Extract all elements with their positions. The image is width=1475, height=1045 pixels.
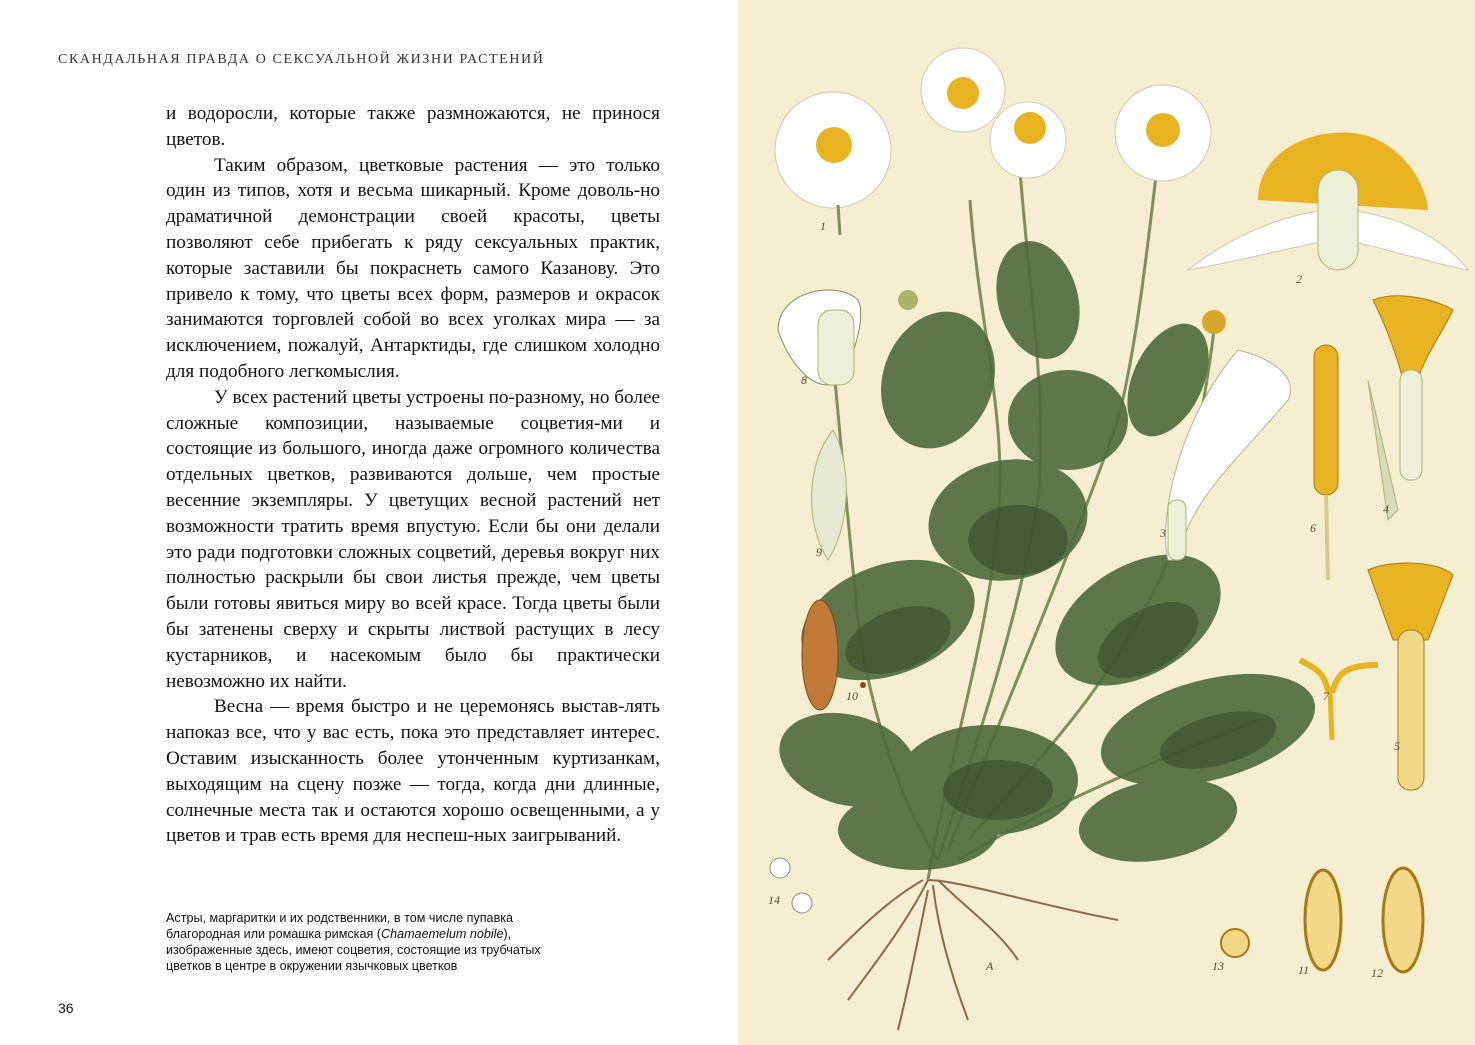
figure-label: 8 — [801, 373, 807, 387]
figure-label: 9 — [816, 545, 822, 559]
detail-tubular-floret — [1368, 296, 1453, 520]
detail-receptacle — [778, 290, 861, 385]
figure-label: 12 — [1371, 966, 1383, 980]
figure-label: 5 — [1394, 739, 1400, 753]
caption-text: Астры, маргаритки и их родственники, в том числе пупавка благородная или ромашка римская ( — [166, 911, 514, 941]
body-text — [166, 101, 660, 849]
detail-bract — [812, 430, 847, 560]
figure-label: 13 — [1212, 959, 1224, 973]
paragraph: Весна — время быстро и не церемонясь выстав-лять напоказ все, что у вас есть, пока это представляет интерес. Оставим изысканность более утонченным куртизанкам, выходящим на сцену позже — тогда, когда дни длинные, солнечные места так и остаются хорошо освещенными, а у цветов и трав есть время для неспеш-ных заигрываний. — [166, 696, 660, 847]
figure-label: 2 — [1296, 272, 1302, 286]
page-number: 36 — [58, 1000, 74, 1016]
figure-label: 3 — [1160, 526, 1166, 540]
figure-label: 6 — [1310, 521, 1316, 535]
flower-head-top-right — [1115, 85, 1211, 181]
botanical-illustration — [738, 0, 1475, 1045]
detail-sectioned-floret — [1368, 563, 1453, 790]
chamomile-plate — [738, 0, 1475, 1045]
figure-label: 11 — [1298, 963, 1310, 977]
figure-caption — [166, 910, 586, 974]
detail-stamen — [1314, 345, 1338, 580]
flower-head-center — [990, 102, 1066, 178]
running-header: СКАНДАЛЬНАЯ ПРАВДА О СЕКСУАЛЬНОЙ ЖИЗНИ РАСТЕНИЙ — [58, 52, 545, 67]
flower-head-top-left — [921, 48, 1005, 132]
figure-label: 1 — [820, 219, 826, 233]
figure-label: 10 — [846, 689, 858, 703]
roots — [828, 880, 1118, 1030]
caption-text: ), изображенные здесь, имеют соцветия, состоящие из трубчатых цветков в центре в окружении язычковых цветков — [166, 927, 541, 973]
detail-flower-head — [775, 92, 891, 235]
detail-sectioned-head — [1188, 133, 1468, 271]
figure-label: 7 — [1323, 689, 1329, 703]
paragraph: Таким образом, цветковые растения — это только один из типов, хотя и весьма шикарный. Кроме доволь-но драматичной демонстрации своей красоты, цветы позволяют себе прибегать к ряду сексуальных практик, которые заставили бы покраснеть самого Казанову. Это привело к тому, что цветы всех форм, размеров и окрасок занимаются торговлей собой во всех уголках мира — за исключением, пожалуй, Антарктиды, где слишком холодно для подобного легкомыслия. — [166, 154, 660, 382]
paragraph: У всех растений цветы устроены по-разному, но более сложные композиции, называемые соцветия-ми и состоящие из большого, иногда даже огромного количества отдельных цветков, развиваются дольше, чем простые весенние экземпляры. У цветущих весной растений нет возможности тратить время впустую. Если бы они делали это ради подготовки сложных соцветий, деревья вокруг них полностью раскрыли бы свои листья прежде, чем цветы были готовы явиться миру во всей красе. Тогда цветы были бы затенены сверху и скрыты листвой растущих в лесу кустарников, и насекомым было бы практически невозможно их найти. — [166, 386, 660, 692]
caption-latin-name: Chamaemelum nobile — [380, 927, 504, 941]
figure-label: 4 — [1383, 502, 1389, 516]
figure-label: A — [986, 959, 994, 973]
figure-label: 14 — [768, 893, 780, 907]
paragraph: и водоросли, которые также размножаются, не принося цветов. — [166, 103, 660, 150]
